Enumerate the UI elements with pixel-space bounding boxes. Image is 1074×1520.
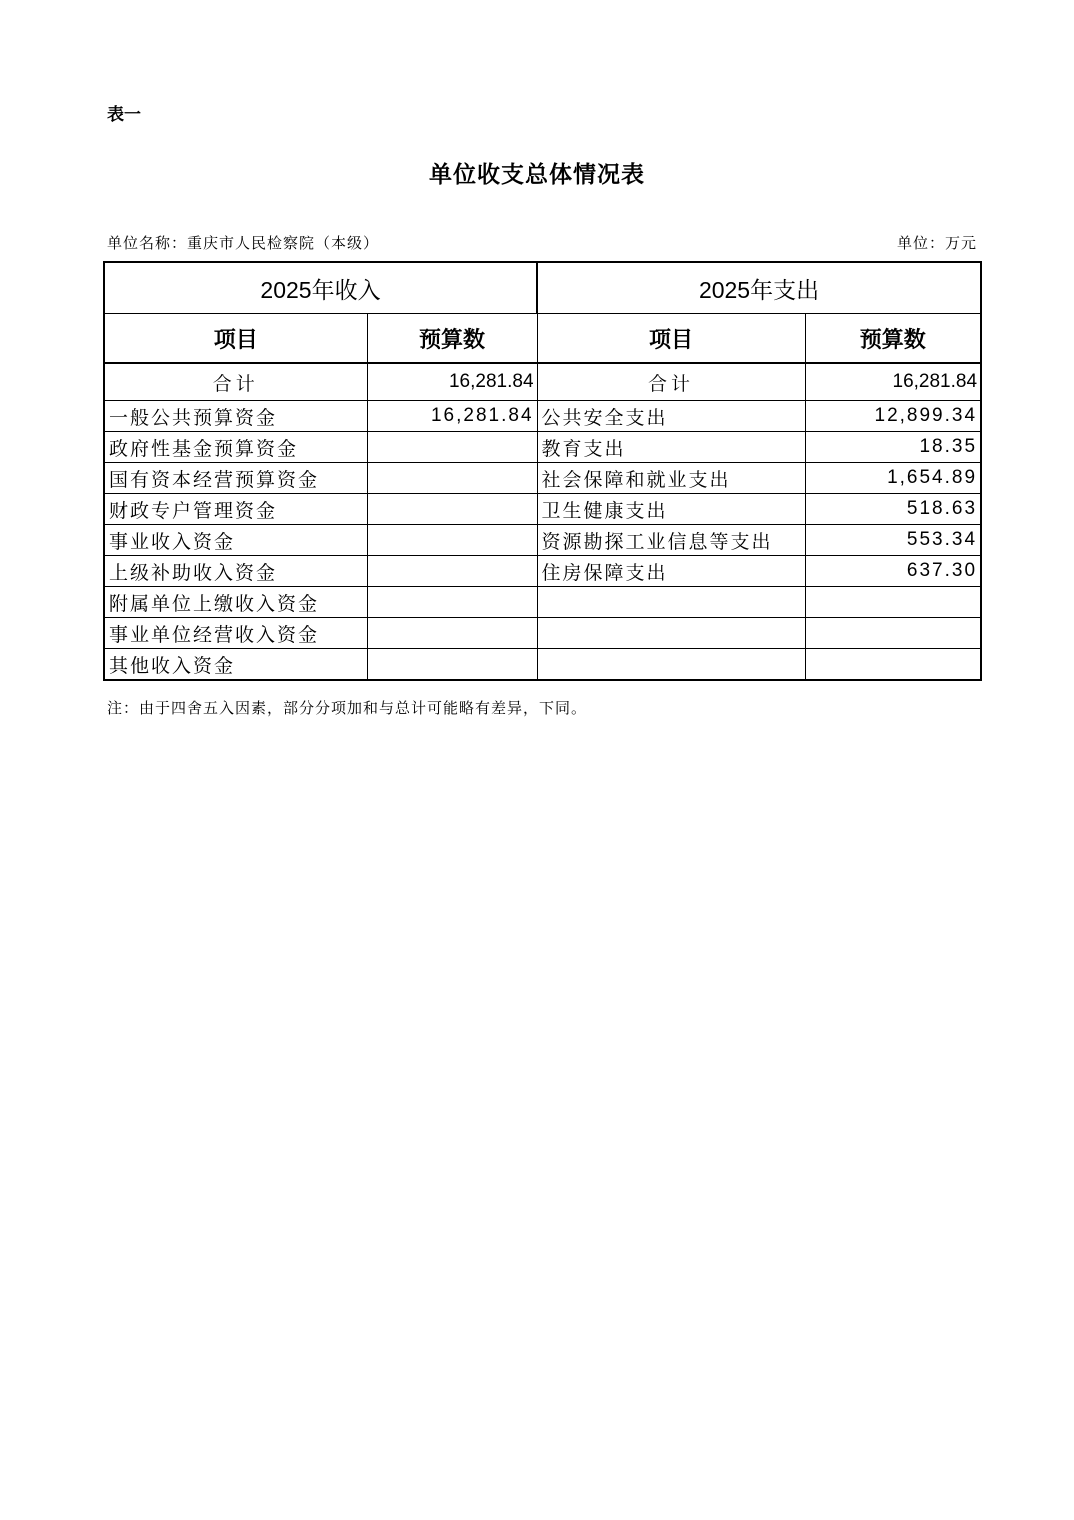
expense-value: 18.35 xyxy=(805,432,981,463)
unit-name: 单位名称：重庆市人民检察院（本级） xyxy=(107,234,380,252)
table-row xyxy=(104,525,981,556)
expense-value xyxy=(805,587,981,618)
expense-total-value: 16,281.84 xyxy=(805,363,981,401)
expense-item: 公共安全支出 xyxy=(537,401,805,432)
budget-table xyxy=(103,261,982,681)
income-value xyxy=(367,649,537,681)
income-item: 财政专户管理资金 xyxy=(104,494,367,525)
expense-section-header: 2025年支出 xyxy=(537,262,981,314)
income-item: 国有资本经营预算资金 xyxy=(104,463,367,494)
income-item: 一般公共预算资金 xyxy=(104,401,367,432)
expense-value xyxy=(805,649,981,681)
table-row xyxy=(104,649,981,681)
expense-item: 住房保障支出 xyxy=(537,556,805,587)
page-label: 表一 xyxy=(107,105,141,125)
table-row xyxy=(104,494,981,525)
expense-value: 1,654.89 xyxy=(805,463,981,494)
table-row xyxy=(104,463,981,494)
column-header-row xyxy=(104,314,981,364)
income-total-label: 合计 xyxy=(104,363,367,401)
document-title: 单位收支总体情况表 xyxy=(429,162,645,188)
expense-item xyxy=(537,618,805,649)
expense-value: 518.63 xyxy=(805,494,981,525)
income-value xyxy=(367,463,537,494)
table-row xyxy=(104,432,981,463)
income-item: 事业收入资金 xyxy=(104,525,367,556)
table-row xyxy=(104,556,981,587)
expense-item-header: 项目 xyxy=(537,314,805,364)
income-section-header: 2025年收入 xyxy=(104,262,537,314)
expense-value xyxy=(805,618,981,649)
income-item-header: 项目 xyxy=(104,314,367,364)
income-item: 上级补助收入资金 xyxy=(104,556,367,587)
income-item: 附属单位上缴收入资金 xyxy=(104,587,367,618)
table-row xyxy=(104,587,981,618)
income-item: 政府性基金预算资金 xyxy=(104,432,367,463)
income-item: 事业单位经营收入资金 xyxy=(104,618,367,649)
income-value xyxy=(367,556,537,587)
table-row xyxy=(104,401,981,432)
income-value xyxy=(367,432,537,463)
expense-item xyxy=(537,649,805,681)
income-value: 16,281.84 xyxy=(367,401,537,432)
income-value xyxy=(367,525,537,556)
table-row xyxy=(104,618,981,649)
section-header-row xyxy=(104,262,981,314)
expense-item: 社会保障和就业支出 xyxy=(537,463,805,494)
total-row xyxy=(104,363,981,401)
expense-item: 卫生健康支出 xyxy=(537,494,805,525)
income-value xyxy=(367,618,537,649)
expense-total-label: 合计 xyxy=(537,363,805,401)
expense-budget-header: 预算数 xyxy=(805,314,981,364)
expense-value: 12,899.34 xyxy=(805,401,981,432)
income-total-value: 16,281.84 xyxy=(367,363,537,401)
income-budget-header: 预算数 xyxy=(367,314,537,364)
footnote: 注：由于四舍五入因素，部分分项加和与总计可能略有差异，下同。 xyxy=(107,699,588,717)
expense-value: 637.30 xyxy=(805,556,981,587)
expense-item: 资源勘探工业信息等支出 xyxy=(537,525,805,556)
income-item: 其他收入资金 xyxy=(104,649,367,681)
unit-measure: 单位：万元 xyxy=(896,234,977,252)
expense-item: 教育支出 xyxy=(537,432,805,463)
income-value xyxy=(367,494,537,525)
income-value xyxy=(367,587,537,618)
expense-item xyxy=(537,587,805,618)
expense-value: 553.34 xyxy=(805,525,981,556)
